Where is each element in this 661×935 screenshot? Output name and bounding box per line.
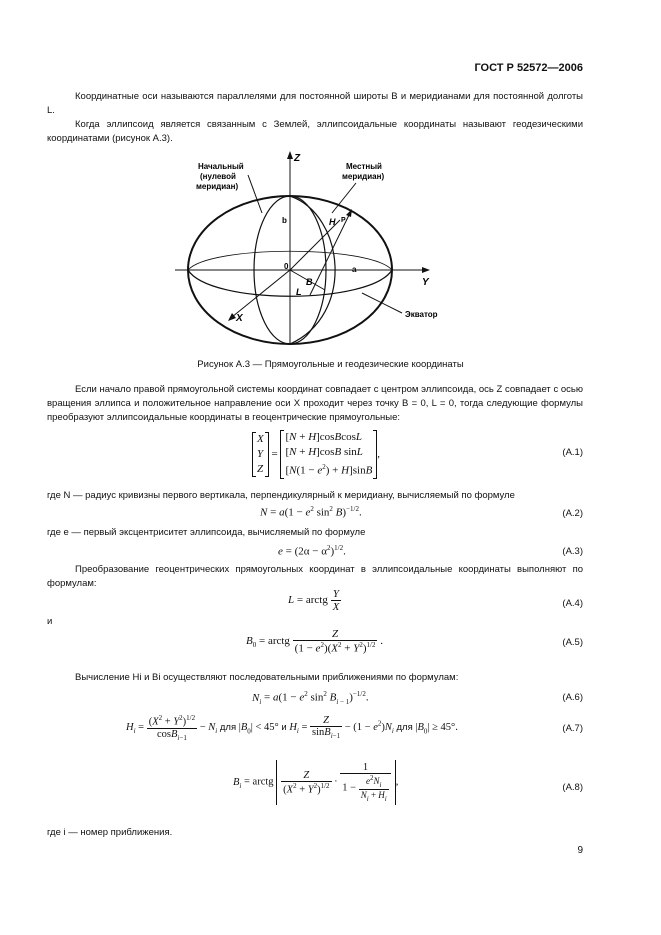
equation-number-a8: (A.8)	[562, 782, 583, 793]
label-origin: 0	[284, 262, 289, 271]
paragraph-e-def: где e — первый эксцентриситет эллипсоида, вычисляемый по формуле	[47, 527, 366, 538]
label-y: Y	[422, 277, 429, 288]
label-local-meridian-1: Местный	[346, 162, 382, 171]
text-and-eq: и	[281, 722, 287, 734]
equation-a6: $N_i = a(1 - e^2$ $\sin^2 B_{i - 1})^{-1/2}$.	[252, 690, 369, 706]
text-and: и	[47, 616, 53, 627]
z-axis-arrow	[287, 151, 293, 159]
y-axis-arrow	[422, 267, 430, 273]
page-number: 9	[577, 845, 583, 856]
equation-a4: L = arctg $\frac{Y}{X}$	[288, 588, 340, 613]
label-equator: Экватор	[405, 310, 438, 319]
radius-line	[290, 220, 340, 270]
leader-local-meridian	[332, 183, 356, 213]
label-initial-meridian-3: меридиан)	[196, 182, 239, 191]
equation-number-a7: (A.7)	[562, 723, 583, 734]
equation-a7: $H_i$ = $\frac{(X^2 + Y^2)^{1/2}}{\cos B_{i-1}}$ − $N_i$ для $|B_0| < 45^\circ$ и $H_i$ = $\frac{Z}{\sin B_{i-1}}$ − $(1 - e^2)N_i$ для $|B_0| \ge 45^\circ$.	[126, 714, 458, 742]
leader-initial-meridian	[248, 175, 262, 213]
label-b: b	[282, 216, 287, 225]
paragraph-axes: Координатные оси называются параллелями для постоянной широты B и меридианами для постоянной долготы L.	[47, 91, 583, 116]
label-z: Z	[294, 153, 301, 164]
text-for: для	[219, 722, 237, 734]
label-initial-meridian-1: Начальный	[198, 162, 244, 171]
equation-a3: $e = (2\alpha - \alpha^2)^{1/2}$.	[278, 544, 346, 558]
label-height: H	[329, 217, 336, 227]
label-longitude: L	[296, 287, 302, 297]
paragraph-i-def: где i — номер приближения.	[47, 827, 173, 838]
paragraph-inverse: Преобразование геоцентрических прямоугольных координат в эллипсоидальные координаты выполняют по формулам:	[47, 564, 583, 589]
paragraph-n-def: где N — радиус кривизны первого вертикала, перпендикулярный к меридиану, вычисляемый по формуле	[47, 490, 515, 501]
label-latitude: B	[306, 277, 313, 287]
equation-number-a3: (A.3)	[562, 546, 583, 557]
paragraph-geodetic: Когда эллипсоид является связанным с Землей, эллипсоидальные координаты называют геодезическими координатами (рисунок А.3).	[47, 119, 583, 144]
leader-equator	[362, 293, 402, 313]
x-axis	[232, 270, 290, 317]
label-x: X	[236, 313, 243, 324]
label-a: a	[352, 265, 357, 274]
equation-number-a5: (A.5)	[562, 637, 583, 648]
equation-number-a6: (A.6)	[562, 692, 583, 703]
paragraph-iterations: Вычисление Hi и Bi осуществляют последовательными приближениями по формулам:	[75, 672, 459, 683]
equation-number-a2: (A.2)	[562, 508, 583, 519]
equation-a8: $B_i$ = arctg $\frac{Z}{(X^2 + Y^2)^{1/2}}$ · 1 1 − $\frac{e^2N_i}{N_i + H_i}$ ,	[233, 762, 399, 803]
figure-caption: Рисунок А.3 — Прямоугольные и геодезические координаты	[197, 359, 464, 370]
equation-a2: $N = a(1 - e^2$ $\sin^2 B)^{-1/2}$.	[260, 505, 362, 519]
label-initial-meridian-2: (нулевой	[200, 172, 236, 181]
equation-a1: X Y Z = [N + H]cosBcosL [N + H]cosB sinL $[N(1 - e^2) + H]\sin B$ ,	[252, 430, 380, 479]
label-local-meridian-2: меридиан)	[342, 172, 385, 181]
document-header: ГОСТ Р 52572—2006	[474, 62, 583, 74]
figure-ellipsoid	[170, 145, 460, 350]
paragraph-transform: Если начало правой прямоугольной системы координат совпадает с центром эллипсоида, ось Z совпадает с осью вращения эллипса и положительное направление оси X проходит через точку B = 0, L = 0, тогда следующие формулы преобразуют эллипсоидальные координаты в геоцентрические прямоугольные:	[47, 384, 583, 423]
equation-number-a4: (A.4)	[562, 598, 583, 609]
equation-a5: $B_0$ = arctg $\frac{Z}{(1 - e^2)(X^2 + Y^2)^{1/2}}$ .	[246, 628, 383, 655]
equation-number-a1: (A.1)	[562, 447, 583, 458]
label-point: P	[341, 217, 346, 224]
text-for-2: для	[396, 722, 413, 734]
